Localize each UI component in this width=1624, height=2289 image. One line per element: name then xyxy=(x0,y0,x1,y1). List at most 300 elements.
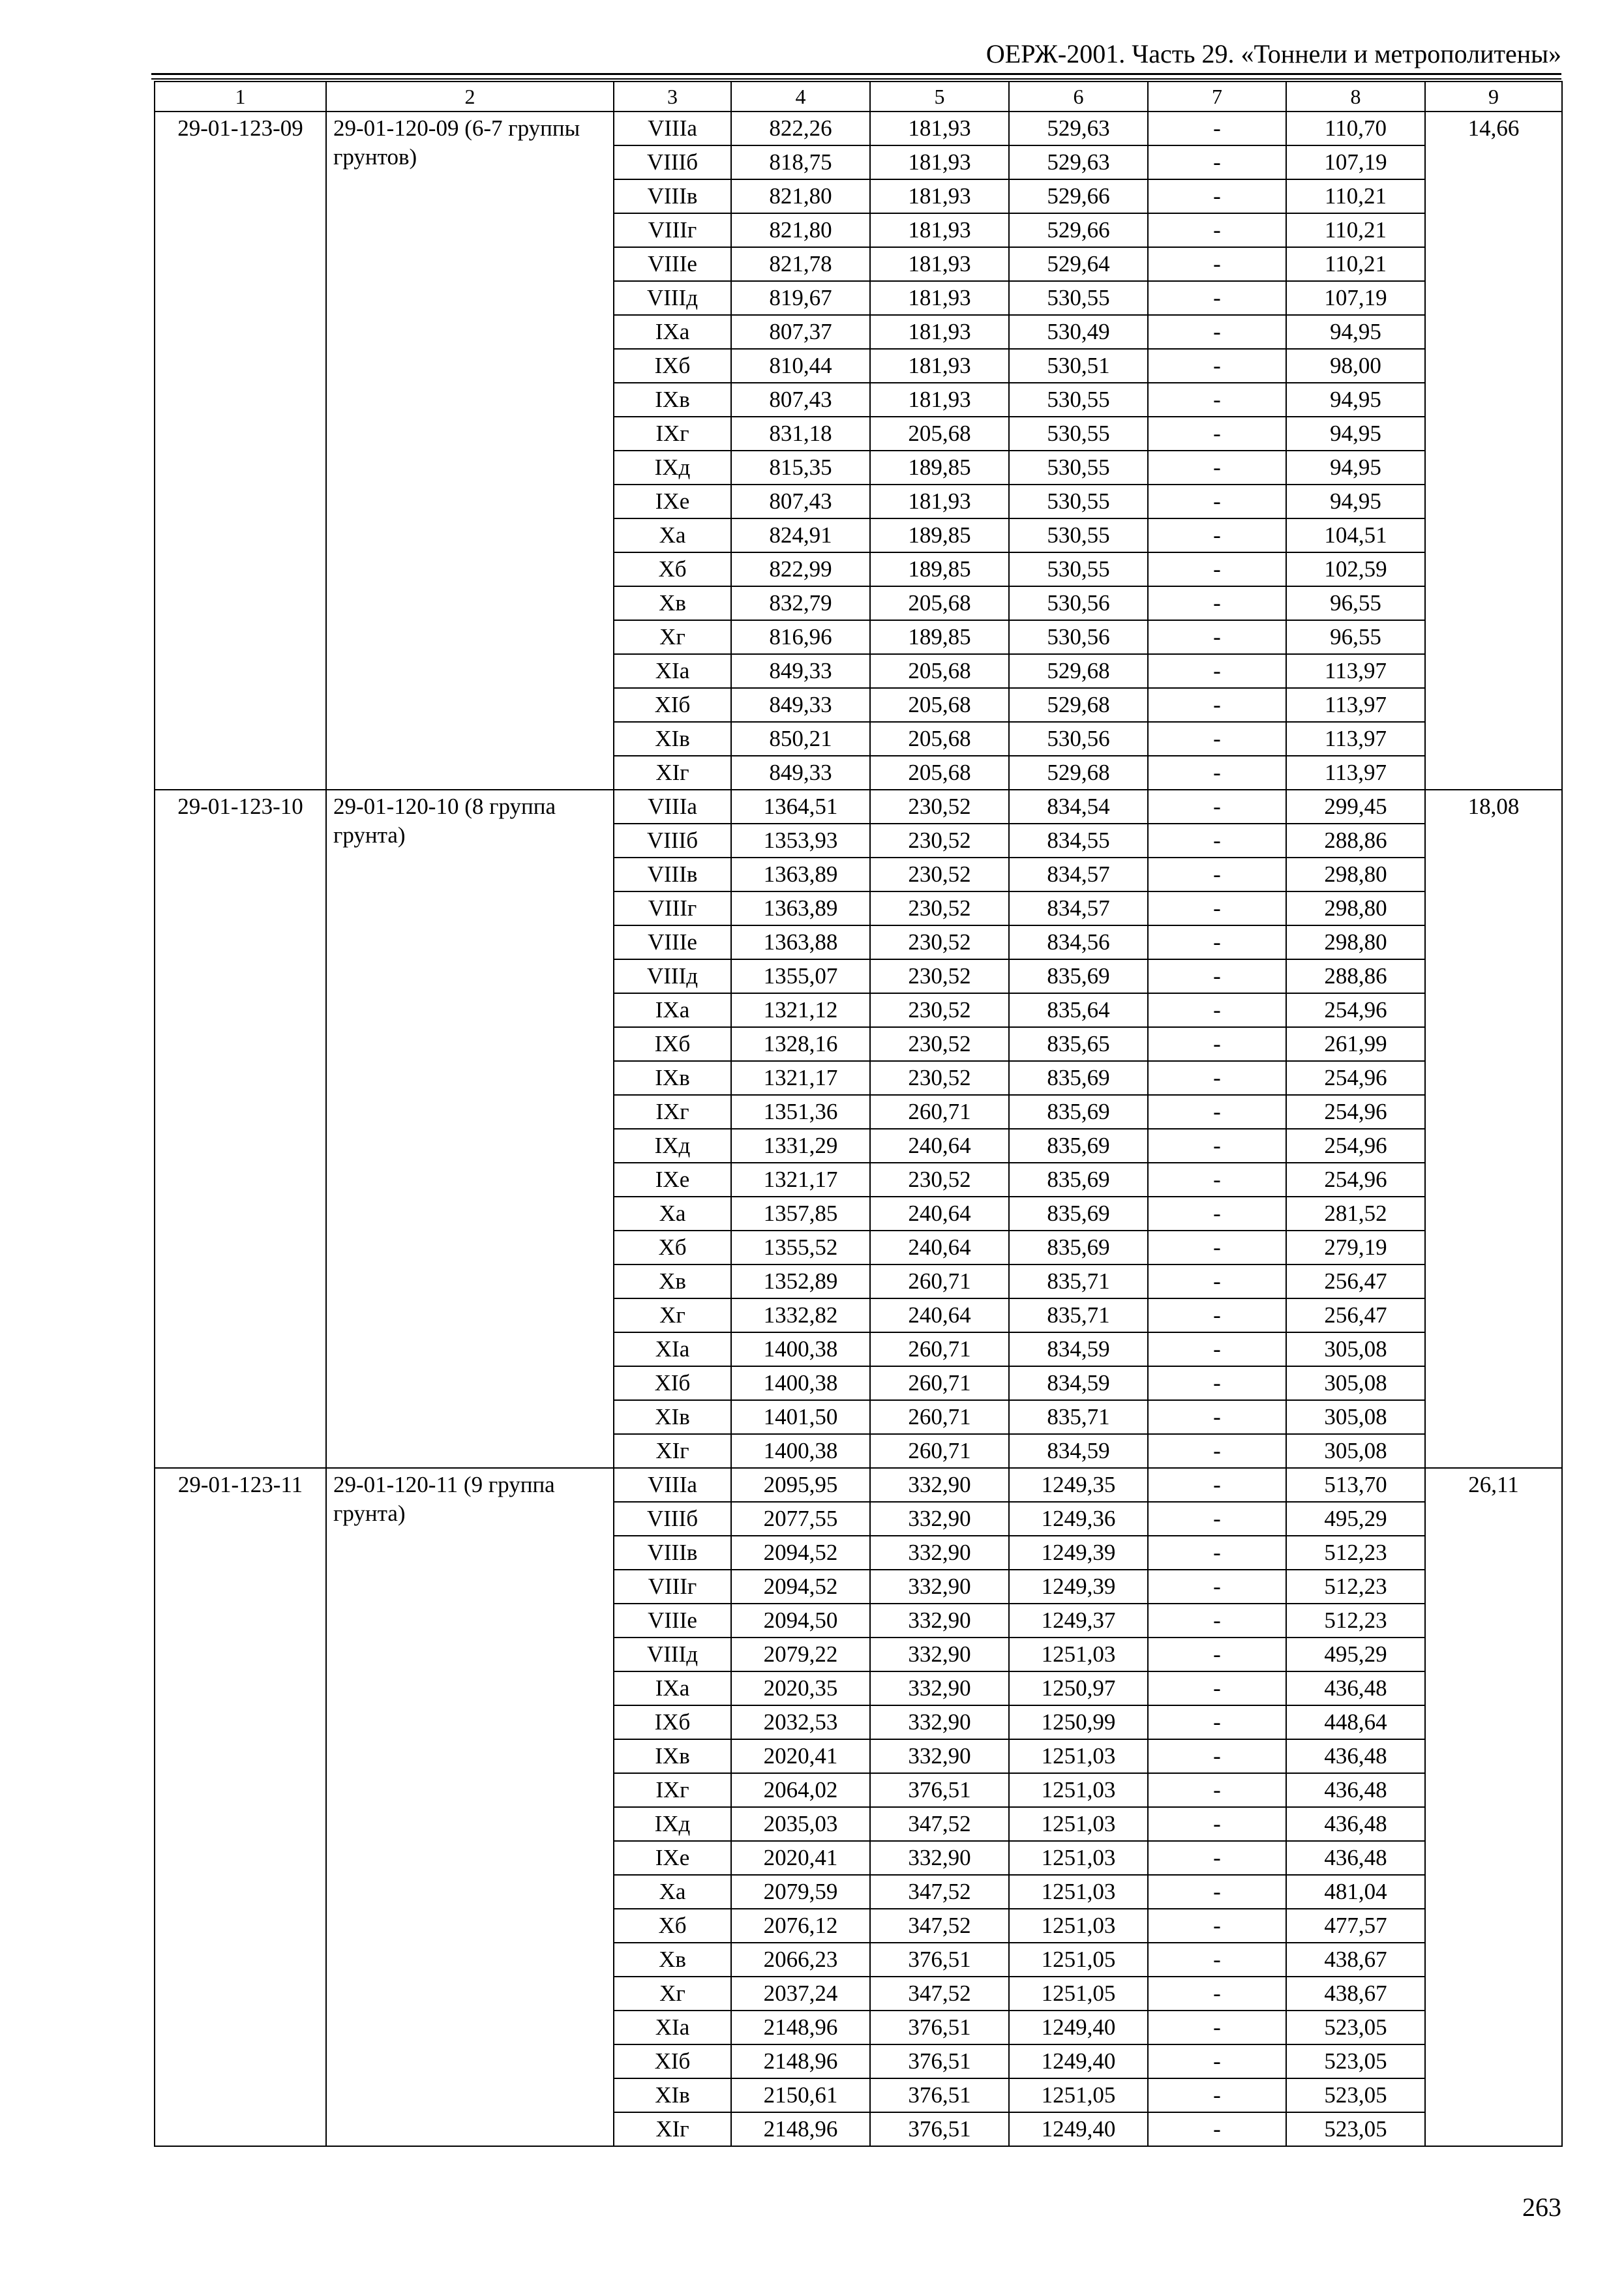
value-cell: - xyxy=(1148,179,1286,213)
value-cell: - xyxy=(1148,281,1286,315)
value-cell: 523,05 xyxy=(1286,2011,1425,2044)
value-cell: 347,52 xyxy=(870,1875,1009,1909)
value-cell: 523,05 xyxy=(1286,2044,1425,2078)
category-cell: IXд xyxy=(614,451,731,485)
value-cell: - xyxy=(1148,1671,1286,1705)
value-cell: 189,85 xyxy=(870,518,1009,552)
value-cell: 834,57 xyxy=(1009,858,1148,891)
value-cell: 835,69 xyxy=(1009,1197,1148,1231)
column9-value-cell: 18,08 xyxy=(1425,790,1562,1468)
value-cell: 376,51 xyxy=(870,1943,1009,1977)
category-cell: VIIIг xyxy=(614,1570,731,1604)
value-cell: 835,69 xyxy=(1009,1129,1148,1163)
header-rule-thin xyxy=(151,78,1561,80)
value-cell: 332,90 xyxy=(870,1570,1009,1604)
value-cell: 481,04 xyxy=(1286,1875,1425,1909)
rate-code-cell: 29-01-123-11 xyxy=(155,1468,326,2146)
column-number: 1 xyxy=(155,82,326,112)
value-cell: 821,80 xyxy=(731,179,870,213)
value-cell: 815,35 xyxy=(731,451,870,485)
category-cell: VIIIа xyxy=(614,790,731,824)
value-cell: 822,99 xyxy=(731,552,870,586)
value-cell: 2020,35 xyxy=(731,1671,870,1705)
value-cell: - xyxy=(1148,824,1286,858)
value-cell: 513,70 xyxy=(1286,1468,1425,1502)
value-cell: 205,68 xyxy=(870,654,1009,688)
value-cell: 850,21 xyxy=(731,722,870,756)
category-cell: XIг xyxy=(614,756,731,790)
value-cell: 96,55 xyxy=(1286,620,1425,654)
value-cell: 189,85 xyxy=(870,552,1009,586)
value-cell: 835,65 xyxy=(1009,1027,1148,1061)
value-cell: - xyxy=(1148,1705,1286,1739)
category-cell: VIIIд xyxy=(614,959,731,993)
value-cell: 254,96 xyxy=(1286,1163,1425,1197)
value-cell: 113,97 xyxy=(1286,654,1425,688)
value-cell: 305,08 xyxy=(1286,1366,1425,1400)
value-cell: 834,55 xyxy=(1009,824,1148,858)
value-cell: 256,47 xyxy=(1286,1298,1425,1332)
table-row xyxy=(155,1468,1562,1502)
value-cell: 181,93 xyxy=(870,383,1009,417)
value-cell: 205,68 xyxy=(870,688,1009,722)
category-cell: VIIIд xyxy=(614,1638,731,1671)
value-cell: 448,64 xyxy=(1286,1705,1425,1739)
value-cell: 1251,03 xyxy=(1009,1841,1148,1875)
column-number: 4 xyxy=(731,82,870,112)
column-number-row xyxy=(155,82,1562,112)
value-cell: 181,93 xyxy=(870,315,1009,349)
value-cell: 1321,17 xyxy=(731,1061,870,1095)
value-cell: - xyxy=(1148,993,1286,1027)
value-cell: 104,51 xyxy=(1286,518,1425,552)
value-cell: 305,08 xyxy=(1286,1332,1425,1366)
value-cell: 230,52 xyxy=(870,959,1009,993)
value-cell: 279,19 xyxy=(1286,1231,1425,1264)
rate-name-cell: 29-01-120-10 (8 группа грунта) xyxy=(326,790,614,1468)
page-number: 263 xyxy=(1522,2192,1561,2222)
value-cell: 530,56 xyxy=(1009,722,1148,756)
value-cell: 376,51 xyxy=(870,2078,1009,2112)
value-cell: 835,69 xyxy=(1009,1163,1148,1197)
value-cell: 530,55 xyxy=(1009,383,1148,417)
category-cell: Xа xyxy=(614,1875,731,1909)
value-cell: - xyxy=(1148,1366,1286,1400)
value-cell: - xyxy=(1148,1332,1286,1366)
value-cell: 1357,85 xyxy=(731,1197,870,1231)
category-cell: IXд xyxy=(614,1129,731,1163)
value-cell: 1251,03 xyxy=(1009,1807,1148,1841)
value-cell: 1363,89 xyxy=(731,891,870,925)
value-cell: 512,23 xyxy=(1286,1570,1425,1604)
page-header-title: ОЕРЖ-2001. Часть 29. «Тоннели и метрополитены» xyxy=(985,39,1561,68)
category-cell: VIIIг xyxy=(614,213,731,247)
value-cell: 288,86 xyxy=(1286,824,1425,858)
value-cell: 347,52 xyxy=(870,1977,1009,2011)
value-cell: 530,56 xyxy=(1009,586,1148,620)
value-cell: 110,21 xyxy=(1286,247,1425,281)
category-cell: VIIIе xyxy=(614,247,731,281)
category-cell: VIIIд xyxy=(614,281,731,315)
value-cell: 94,95 xyxy=(1286,451,1425,485)
value-cell: 298,80 xyxy=(1286,925,1425,959)
value-cell: 1249,40 xyxy=(1009,2044,1148,2078)
value-cell: 1363,88 xyxy=(731,925,870,959)
category-cell: IXд xyxy=(614,1807,731,1841)
column-number: 2 xyxy=(326,82,614,112)
value-cell: 835,64 xyxy=(1009,993,1148,1027)
value-cell: 113,97 xyxy=(1286,688,1425,722)
value-cell: 529,68 xyxy=(1009,654,1148,688)
value-cell: - xyxy=(1148,1231,1286,1264)
value-cell: 102,59 xyxy=(1286,552,1425,586)
value-cell: - xyxy=(1148,1468,1286,1502)
value-cell: 2094,50 xyxy=(731,1604,870,1638)
category-cell: IXв xyxy=(614,1061,731,1095)
category-cell: Xг xyxy=(614,1298,731,1332)
value-cell: 822,26 xyxy=(731,112,870,145)
value-cell: - xyxy=(1148,247,1286,281)
value-cell: - xyxy=(1148,1197,1286,1231)
value-cell: 1250,97 xyxy=(1009,1671,1148,1705)
category-cell: XIв xyxy=(614,722,731,756)
category-cell: Xв xyxy=(614,1264,731,1298)
value-cell: 1249,35 xyxy=(1009,1468,1148,1502)
value-cell: 2020,41 xyxy=(731,1739,870,1773)
value-cell: 230,52 xyxy=(870,858,1009,891)
value-cell: 1400,38 xyxy=(731,1366,870,1400)
value-cell: 1364,51 xyxy=(731,790,870,824)
value-cell: 240,64 xyxy=(870,1231,1009,1264)
value-cell: - xyxy=(1148,315,1286,349)
value-cell: 1251,05 xyxy=(1009,1977,1148,2011)
value-cell: 1251,03 xyxy=(1009,1909,1148,1943)
category-cell: IXе xyxy=(614,1163,731,1197)
value-cell: 260,71 xyxy=(870,1095,1009,1129)
value-cell: 436,48 xyxy=(1286,1671,1425,1705)
header-rule-thick xyxy=(151,73,1561,75)
column9-value-cell: 26,11 xyxy=(1425,1468,1562,2146)
value-cell: 260,71 xyxy=(870,1400,1009,1434)
value-cell: 113,97 xyxy=(1286,756,1425,790)
rate-name-cell: 29-01-120-09 (6-7 группы грунтов) xyxy=(326,112,614,790)
value-cell: 834,56 xyxy=(1009,925,1148,959)
value-cell: 530,55 xyxy=(1009,281,1148,315)
value-cell: - xyxy=(1148,349,1286,383)
value-cell: 332,90 xyxy=(870,1604,1009,1638)
value-cell: 376,51 xyxy=(870,1773,1009,1807)
value-cell: 1321,17 xyxy=(731,1163,870,1197)
value-cell: 205,68 xyxy=(870,586,1009,620)
value-cell: - xyxy=(1148,1807,1286,1841)
value-cell: 436,48 xyxy=(1286,1841,1425,1875)
value-cell: 230,52 xyxy=(870,1163,1009,1197)
rate-code-cell: 29-01-123-10 xyxy=(155,790,326,1468)
category-cell: Xб xyxy=(614,1909,731,1943)
value-cell: 181,93 xyxy=(870,213,1009,247)
value-cell: 529,63 xyxy=(1009,112,1148,145)
category-cell: Xг xyxy=(614,1977,731,2011)
value-cell: 230,52 xyxy=(870,891,1009,925)
value-cell: 807,37 xyxy=(731,315,870,349)
category-cell: IXг xyxy=(614,417,731,451)
value-cell: 1321,12 xyxy=(731,993,870,1027)
column-number: 7 xyxy=(1148,82,1286,112)
value-cell: 529,66 xyxy=(1009,213,1148,247)
value-cell: 529,66 xyxy=(1009,179,1148,213)
category-cell: VIIIб xyxy=(614,1502,731,1536)
value-cell: 512,23 xyxy=(1286,1536,1425,1570)
category-cell: XIг xyxy=(614,2112,731,2146)
value-cell: 181,93 xyxy=(870,281,1009,315)
value-cell: 530,55 xyxy=(1009,485,1148,518)
category-cell: IXб xyxy=(614,349,731,383)
value-cell: 832,79 xyxy=(731,586,870,620)
column-number: 5 xyxy=(870,82,1009,112)
value-cell: - xyxy=(1148,1095,1286,1129)
value-cell: 1332,82 xyxy=(731,1298,870,1332)
value-cell: - xyxy=(1148,1027,1286,1061)
rates-table xyxy=(154,81,1563,2147)
value-cell: - xyxy=(1148,552,1286,586)
category-cell: Xб xyxy=(614,1231,731,1264)
category-cell: IXе xyxy=(614,1841,731,1875)
value-cell: 2076,12 xyxy=(731,1909,870,1943)
value-cell: 1250,99 xyxy=(1009,1705,1148,1739)
value-cell: - xyxy=(1148,654,1286,688)
category-cell: VIIIе xyxy=(614,925,731,959)
value-cell: 376,51 xyxy=(870,2044,1009,2078)
value-cell: 1249,37 xyxy=(1009,1604,1148,1638)
category-cell: VIIIв xyxy=(614,1536,731,1570)
category-cell: Xа xyxy=(614,518,731,552)
table-row xyxy=(155,790,1562,824)
value-cell: 1401,50 xyxy=(731,1400,870,1434)
value-cell: 1249,40 xyxy=(1009,2011,1148,2044)
value-cell: 1352,89 xyxy=(731,1264,870,1298)
value-cell: 189,85 xyxy=(870,451,1009,485)
value-cell: 821,78 xyxy=(731,247,870,281)
value-cell: 254,96 xyxy=(1286,1129,1425,1163)
value-cell: 181,93 xyxy=(870,179,1009,213)
value-cell: 1249,39 xyxy=(1009,1536,1148,1570)
value-cell: 1251,05 xyxy=(1009,1943,1148,1977)
value-cell: 376,51 xyxy=(870,2112,1009,2146)
value-cell: - xyxy=(1148,790,1286,824)
value-cell: 438,67 xyxy=(1286,1977,1425,2011)
value-cell: 230,52 xyxy=(870,925,1009,959)
value-cell: 1363,89 xyxy=(731,858,870,891)
value-cell: 281,52 xyxy=(1286,1197,1425,1231)
value-cell: - xyxy=(1148,586,1286,620)
category-cell: IXв xyxy=(614,383,731,417)
value-cell: 835,69 xyxy=(1009,959,1148,993)
category-cell: VIIIб xyxy=(614,145,731,179)
value-cell: 529,68 xyxy=(1009,688,1148,722)
value-cell: 113,97 xyxy=(1286,722,1425,756)
value-cell: 332,90 xyxy=(870,1536,1009,1570)
value-cell: 436,48 xyxy=(1286,1807,1425,1841)
value-cell: - xyxy=(1148,1400,1286,1434)
value-cell: 436,48 xyxy=(1286,1773,1425,1807)
value-cell: 94,95 xyxy=(1286,315,1425,349)
value-cell: 181,93 xyxy=(870,145,1009,179)
value-cell: 530,55 xyxy=(1009,552,1148,586)
value-cell: - xyxy=(1148,2011,1286,2044)
value-cell: 240,64 xyxy=(870,1129,1009,1163)
category-cell: IXг xyxy=(614,1773,731,1807)
value-cell: - xyxy=(1148,145,1286,179)
value-cell: 1251,05 xyxy=(1009,2078,1148,2112)
value-cell: 1353,93 xyxy=(731,824,870,858)
value-cell: 181,93 xyxy=(870,112,1009,145)
value-cell: - xyxy=(1148,518,1286,552)
value-cell: - xyxy=(1148,1875,1286,1909)
value-cell: 834,57 xyxy=(1009,891,1148,925)
category-cell: XIа xyxy=(614,1332,731,1366)
value-cell: 107,19 xyxy=(1286,145,1425,179)
value-cell: 305,08 xyxy=(1286,1400,1425,1434)
value-cell: 2148,96 xyxy=(731,2112,870,2146)
value-cell: 2079,59 xyxy=(731,1875,870,1909)
column-number: 9 xyxy=(1425,82,1562,112)
value-cell: 834,54 xyxy=(1009,790,1148,824)
value-cell: 2064,02 xyxy=(731,1773,870,1807)
value-cell: 530,55 xyxy=(1009,451,1148,485)
value-cell: 835,69 xyxy=(1009,1231,1148,1264)
category-cell: IXв xyxy=(614,1739,731,1773)
value-cell: 260,71 xyxy=(870,1366,1009,1400)
value-cell: 181,93 xyxy=(870,349,1009,383)
value-cell: 530,55 xyxy=(1009,417,1148,451)
value-cell: 819,67 xyxy=(731,281,870,315)
category-cell: XIб xyxy=(614,688,731,722)
value-cell: 835,71 xyxy=(1009,1400,1148,1434)
value-cell: - xyxy=(1148,722,1286,756)
column-number: 8 xyxy=(1286,82,1425,112)
value-cell: 260,71 xyxy=(870,1434,1009,1468)
value-cell: 530,51 xyxy=(1009,349,1148,383)
value-cell: 1331,29 xyxy=(731,1129,870,1163)
value-cell: 205,68 xyxy=(870,722,1009,756)
value-cell: 110,70 xyxy=(1286,112,1425,145)
value-cell: - xyxy=(1148,1909,1286,1943)
value-cell: 205,68 xyxy=(870,417,1009,451)
value-cell: 181,93 xyxy=(870,247,1009,281)
category-cell: VIIIв xyxy=(614,179,731,213)
value-cell: 332,90 xyxy=(870,1502,1009,1536)
value-cell: 530,49 xyxy=(1009,315,1148,349)
column9-value-cell: 14,66 xyxy=(1425,112,1562,790)
value-cell: 835,71 xyxy=(1009,1264,1148,1298)
value-cell: 254,96 xyxy=(1286,993,1425,1027)
value-cell: 1251,03 xyxy=(1009,1739,1148,1773)
value-cell: 230,52 xyxy=(870,790,1009,824)
value-cell: - xyxy=(1148,1739,1286,1773)
value-cell: 298,80 xyxy=(1286,891,1425,925)
category-cell: IXа xyxy=(614,993,731,1027)
value-cell: 807,43 xyxy=(731,383,870,417)
value-cell: 835,69 xyxy=(1009,1061,1148,1095)
category-cell: Xг xyxy=(614,620,731,654)
value-cell: 1355,52 xyxy=(731,1231,870,1264)
value-cell: 230,52 xyxy=(870,993,1009,1027)
value-cell: 835,71 xyxy=(1009,1298,1148,1332)
value-cell: 2148,96 xyxy=(731,2044,870,2078)
value-cell: 94,95 xyxy=(1286,417,1425,451)
value-cell: 299,45 xyxy=(1286,790,1425,824)
value-cell: 1251,03 xyxy=(1009,1773,1148,1807)
category-cell: IXе xyxy=(614,485,731,518)
value-cell: 818,75 xyxy=(731,145,870,179)
category-cell: VIIIа xyxy=(614,112,731,145)
value-cell: 834,59 xyxy=(1009,1434,1148,1468)
value-cell: 107,19 xyxy=(1286,281,1425,315)
value-cell: - xyxy=(1148,2044,1286,2078)
value-cell: - xyxy=(1148,383,1286,417)
category-cell: IXб xyxy=(614,1027,731,1061)
value-cell: 94,95 xyxy=(1286,383,1425,417)
value-cell: 205,68 xyxy=(870,756,1009,790)
category-cell: XIг xyxy=(614,1434,731,1468)
value-cell: 529,64 xyxy=(1009,247,1148,281)
value-cell: - xyxy=(1148,688,1286,722)
value-cell: 189,85 xyxy=(870,620,1009,654)
value-cell: 305,08 xyxy=(1286,1434,1425,1468)
column-number: 6 xyxy=(1009,82,1148,112)
category-cell: IXг xyxy=(614,1095,731,1129)
value-cell: 529,63 xyxy=(1009,145,1148,179)
value-cell: - xyxy=(1148,1841,1286,1875)
value-cell: 2148,96 xyxy=(731,2011,870,2044)
value-cell: 254,96 xyxy=(1286,1061,1425,1095)
value-cell: 2037,24 xyxy=(731,1977,870,2011)
value-cell: 529,68 xyxy=(1009,756,1148,790)
value-cell: 110,21 xyxy=(1286,213,1425,247)
rate-code-cell: 29-01-123-09 xyxy=(155,112,326,790)
value-cell: 807,43 xyxy=(731,485,870,518)
value-cell: - xyxy=(1148,1061,1286,1095)
value-cell: 2020,41 xyxy=(731,1841,870,1875)
value-cell: 240,64 xyxy=(870,1197,1009,1231)
value-cell: 376,51 xyxy=(870,2011,1009,2044)
value-cell: - xyxy=(1148,485,1286,518)
table-body xyxy=(155,82,1562,2146)
category-cell: IXа xyxy=(614,315,731,349)
value-cell: 261,99 xyxy=(1286,1027,1425,1061)
category-cell: XIв xyxy=(614,1400,731,1434)
value-cell: 332,90 xyxy=(870,1705,1009,1739)
value-cell: 834,59 xyxy=(1009,1366,1148,1400)
value-cell: 824,91 xyxy=(731,518,870,552)
category-cell: VIIIг xyxy=(614,891,731,925)
table-row xyxy=(155,112,1562,145)
value-cell: 810,44 xyxy=(731,349,870,383)
value-cell: - xyxy=(1148,1298,1286,1332)
category-cell: Xа xyxy=(614,1197,731,1231)
value-cell: 436,48 xyxy=(1286,1739,1425,1773)
category-cell: Xб xyxy=(614,552,731,586)
value-cell: 240,64 xyxy=(870,1298,1009,1332)
value-cell: 256,47 xyxy=(1286,1264,1425,1298)
value-cell: 849,33 xyxy=(731,654,870,688)
category-cell: XIа xyxy=(614,2011,731,2044)
value-cell: - xyxy=(1148,1943,1286,1977)
value-cell: 2094,52 xyxy=(731,1570,870,1604)
value-cell: 254,96 xyxy=(1286,1095,1425,1129)
value-cell: 495,29 xyxy=(1286,1638,1425,1671)
value-cell: 332,90 xyxy=(870,1841,1009,1875)
